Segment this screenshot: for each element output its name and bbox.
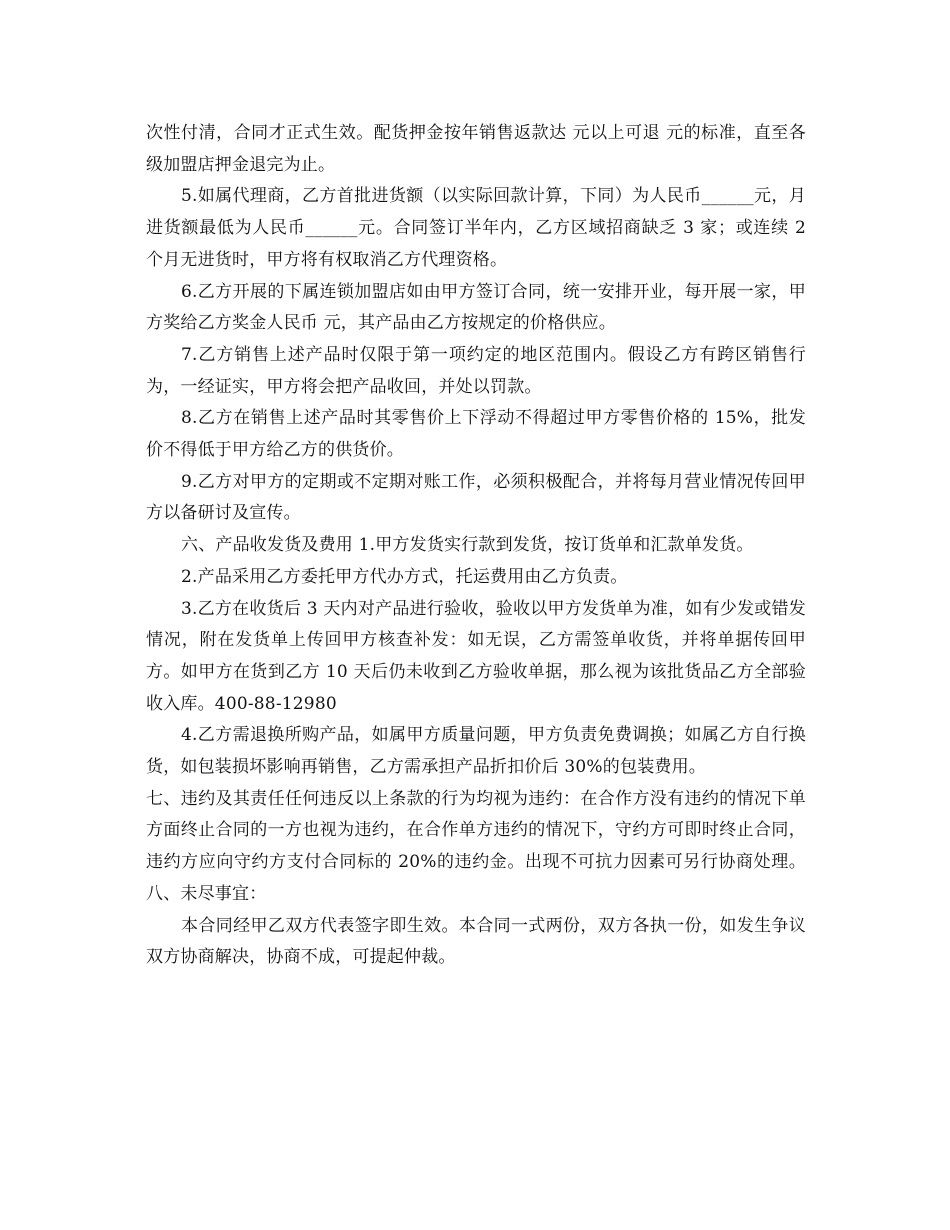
paragraph-clause-6-franchise-bonus: 6.乙方开展的下属连锁加盟店如由甲方签订合同，统一安排开业，每开展一家，甲方奖给乙方奖金人民币 元，其产品由乙方按规定的价格供应。 (146, 281, 806, 334)
paragraph-clause-2-shipping: 2.产品采用乙方委托甲方代办方式，托运费用由乙方负责。 (181, 566, 628, 587)
paragraph-clause-5-agent-purchase: 5.如属代理商，乙方首批进货额（以实际回款计算，下同）为人民币______元，月进货额最低为人民币______元。合同签订半年内，乙方区域招商缺乏 3 家；或连续 2 个月无进货时，甲方将有权取消乙方代理资格。 (146, 186, 806, 270)
paragraph-clause-3-inspection: 3.乙方在收货后 3 天内对产品进行验收，验收以甲方发货单为准，如有少发或错发情况，附在发货单上传回甲方核查补发：如无误，乙方需签单收货，并将单据传回甲方。如甲方在货到乙方 10 天后仍未收到乙方验收单据，那么视为该批货品乙方全部验收入库。400-88-12980 (146, 598, 806, 714)
document-body (146, 118, 806, 974)
paragraph-clause-9-reconciliation: 9.乙方对甲方的定期或不定期对账工作，必须积极配合，并将每月营业情况传回甲方以备研讨及宣传。 (146, 471, 806, 524)
paragraph-section-7-breach: 七、违约及其责任任何违反以上条款的行为均视为违约：在合作方没有违约的情况下单方面终止合同的一方也视为违约，在合作单方违约的情况下，守约方可即时终止合同，违约方应向守约方支付合同标的 20%的违约金。出现不可抗力因素可另行协商处理。 八、未尽事宜： (146, 788, 806, 904)
paragraph-deposit-continuation: 次性付清，合同才正式生效。配货押金按年销售返款达 元以上可退 元的标准，直至各级加盟店押金退完为止。 (146, 123, 806, 175)
paragraph-clause-4-returns: 4.乙方需退换所购产品，如属甲方质量问题，甲方负责免费调换；如属乙方自行换货，如包装损坏影响再销售，乙方需承担产品折扣价后 30%的包装费用。 (146, 725, 806, 778)
paragraph-clause-8-retail-price: 8.乙方在销售上述产品时其零售价上下浮动不得超过甲方零售价格的 15%，批发价不得低于甲方给乙方的供货价。 (146, 408, 806, 461)
paragraph-section-6-delivery: 六、产品收发货及费用 1.甲方发货实行款到发货，按订货单和汇款单发货。 (181, 535, 754, 556)
paragraph-clause-7-sales-region: 7.乙方销售上述产品时仅限于第一项约定的地区范围内。假设乙方有跨区销售行为，一经证实，甲方将会把产品收回，并处以罚款。 (146, 344, 806, 397)
paragraph-contract-effective: 本合同经甲乙双方代表签字即生效。本合同一式两份，双方各执一份，如发生争议双方协商解决，协商不成，可提起仲裁。 (146, 915, 806, 968)
